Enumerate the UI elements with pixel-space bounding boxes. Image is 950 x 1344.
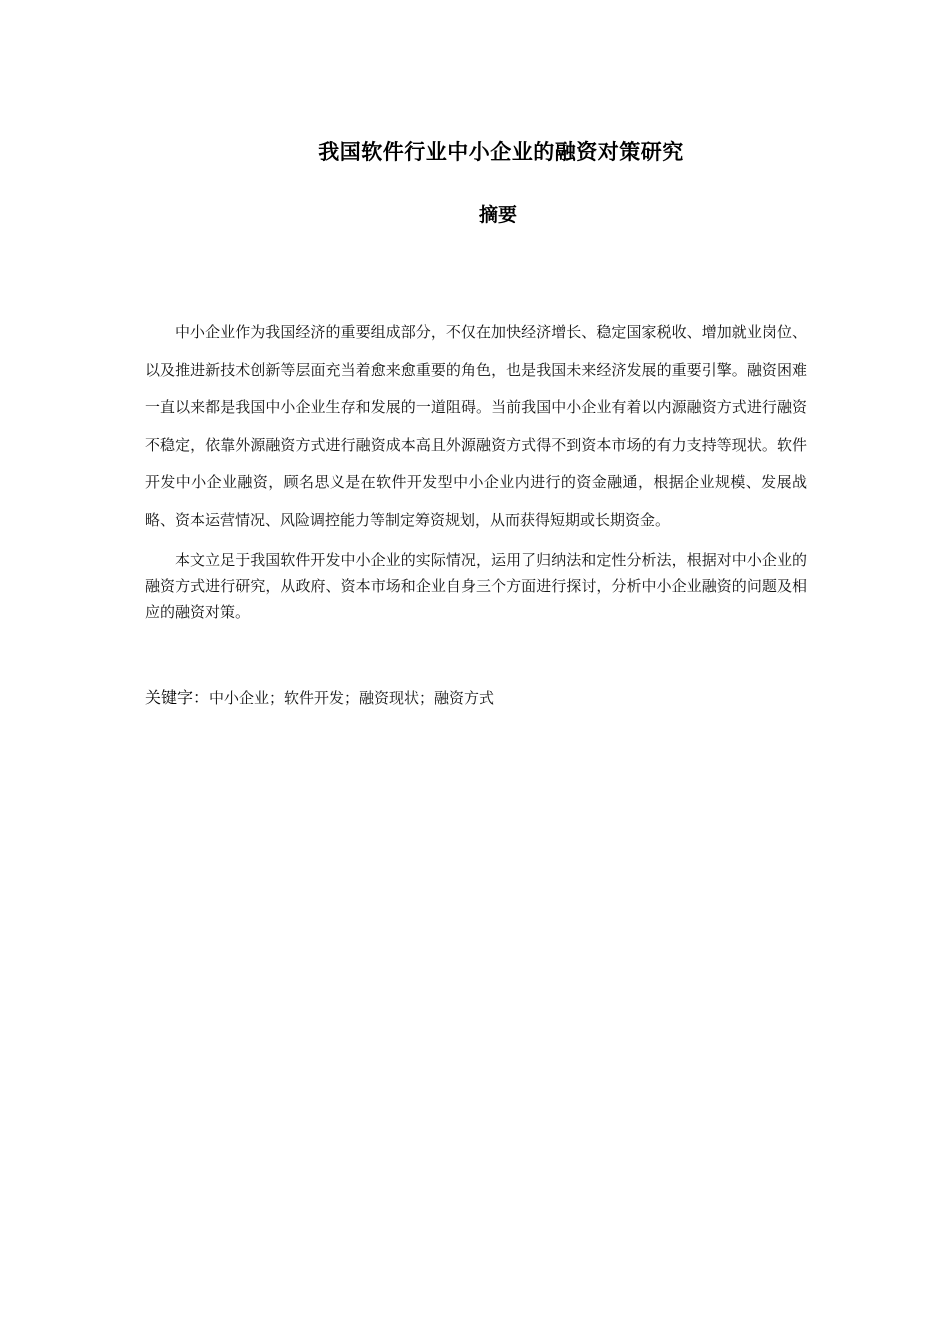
paper-title: 我国软件行业中小企业的融资对策研究	[318, 140, 684, 164]
abstract-heading: 摘要	[478, 204, 517, 226]
abstract-paragraph-1: 中小企业作为我国经济的重要组成部分，不仅在加快经济增长、稳定国家税收、增加就业岗位、以及推进新技术创新等层面充当着愈来愈重要的角色，也是我国未来经济发展的重要引擎。融资困难一直以来都是我国中小企业生存和发展的一道阻碍。当前我国中小企业有着以内源融资方式进行融资不稳定，依靠外源融资方式进行融资成本高且外源融资方式得不到资本市场的有力支持等现状。软件开发中小企业融资，顾名思义是在软件开发型中小企业内进行的资金融通，根据企业规模、发展战略、资本运营情况、风险调控能力等制定筹资规划，从而获得短期或长期资金。	[145, 323, 807, 529]
keywords-label: 关键字：	[145, 688, 210, 707]
abstract-body	[145, 314, 807, 625]
keywords-text: 中小企业；软件开发；融资现状；融资方式	[209, 689, 495, 707]
abstract-paragraph-2: 本文立足于我国软件开发中小企业的实际情况，运用了归纳法和定性分析法，根据对中小企业的融资方式进行研究，从政府、资本市场和企业自身三个方面进行探讨，分析中小企业融资的问题及相应的融资对策。	[145, 551, 807, 621]
keywords-line	[145, 684, 807, 713]
